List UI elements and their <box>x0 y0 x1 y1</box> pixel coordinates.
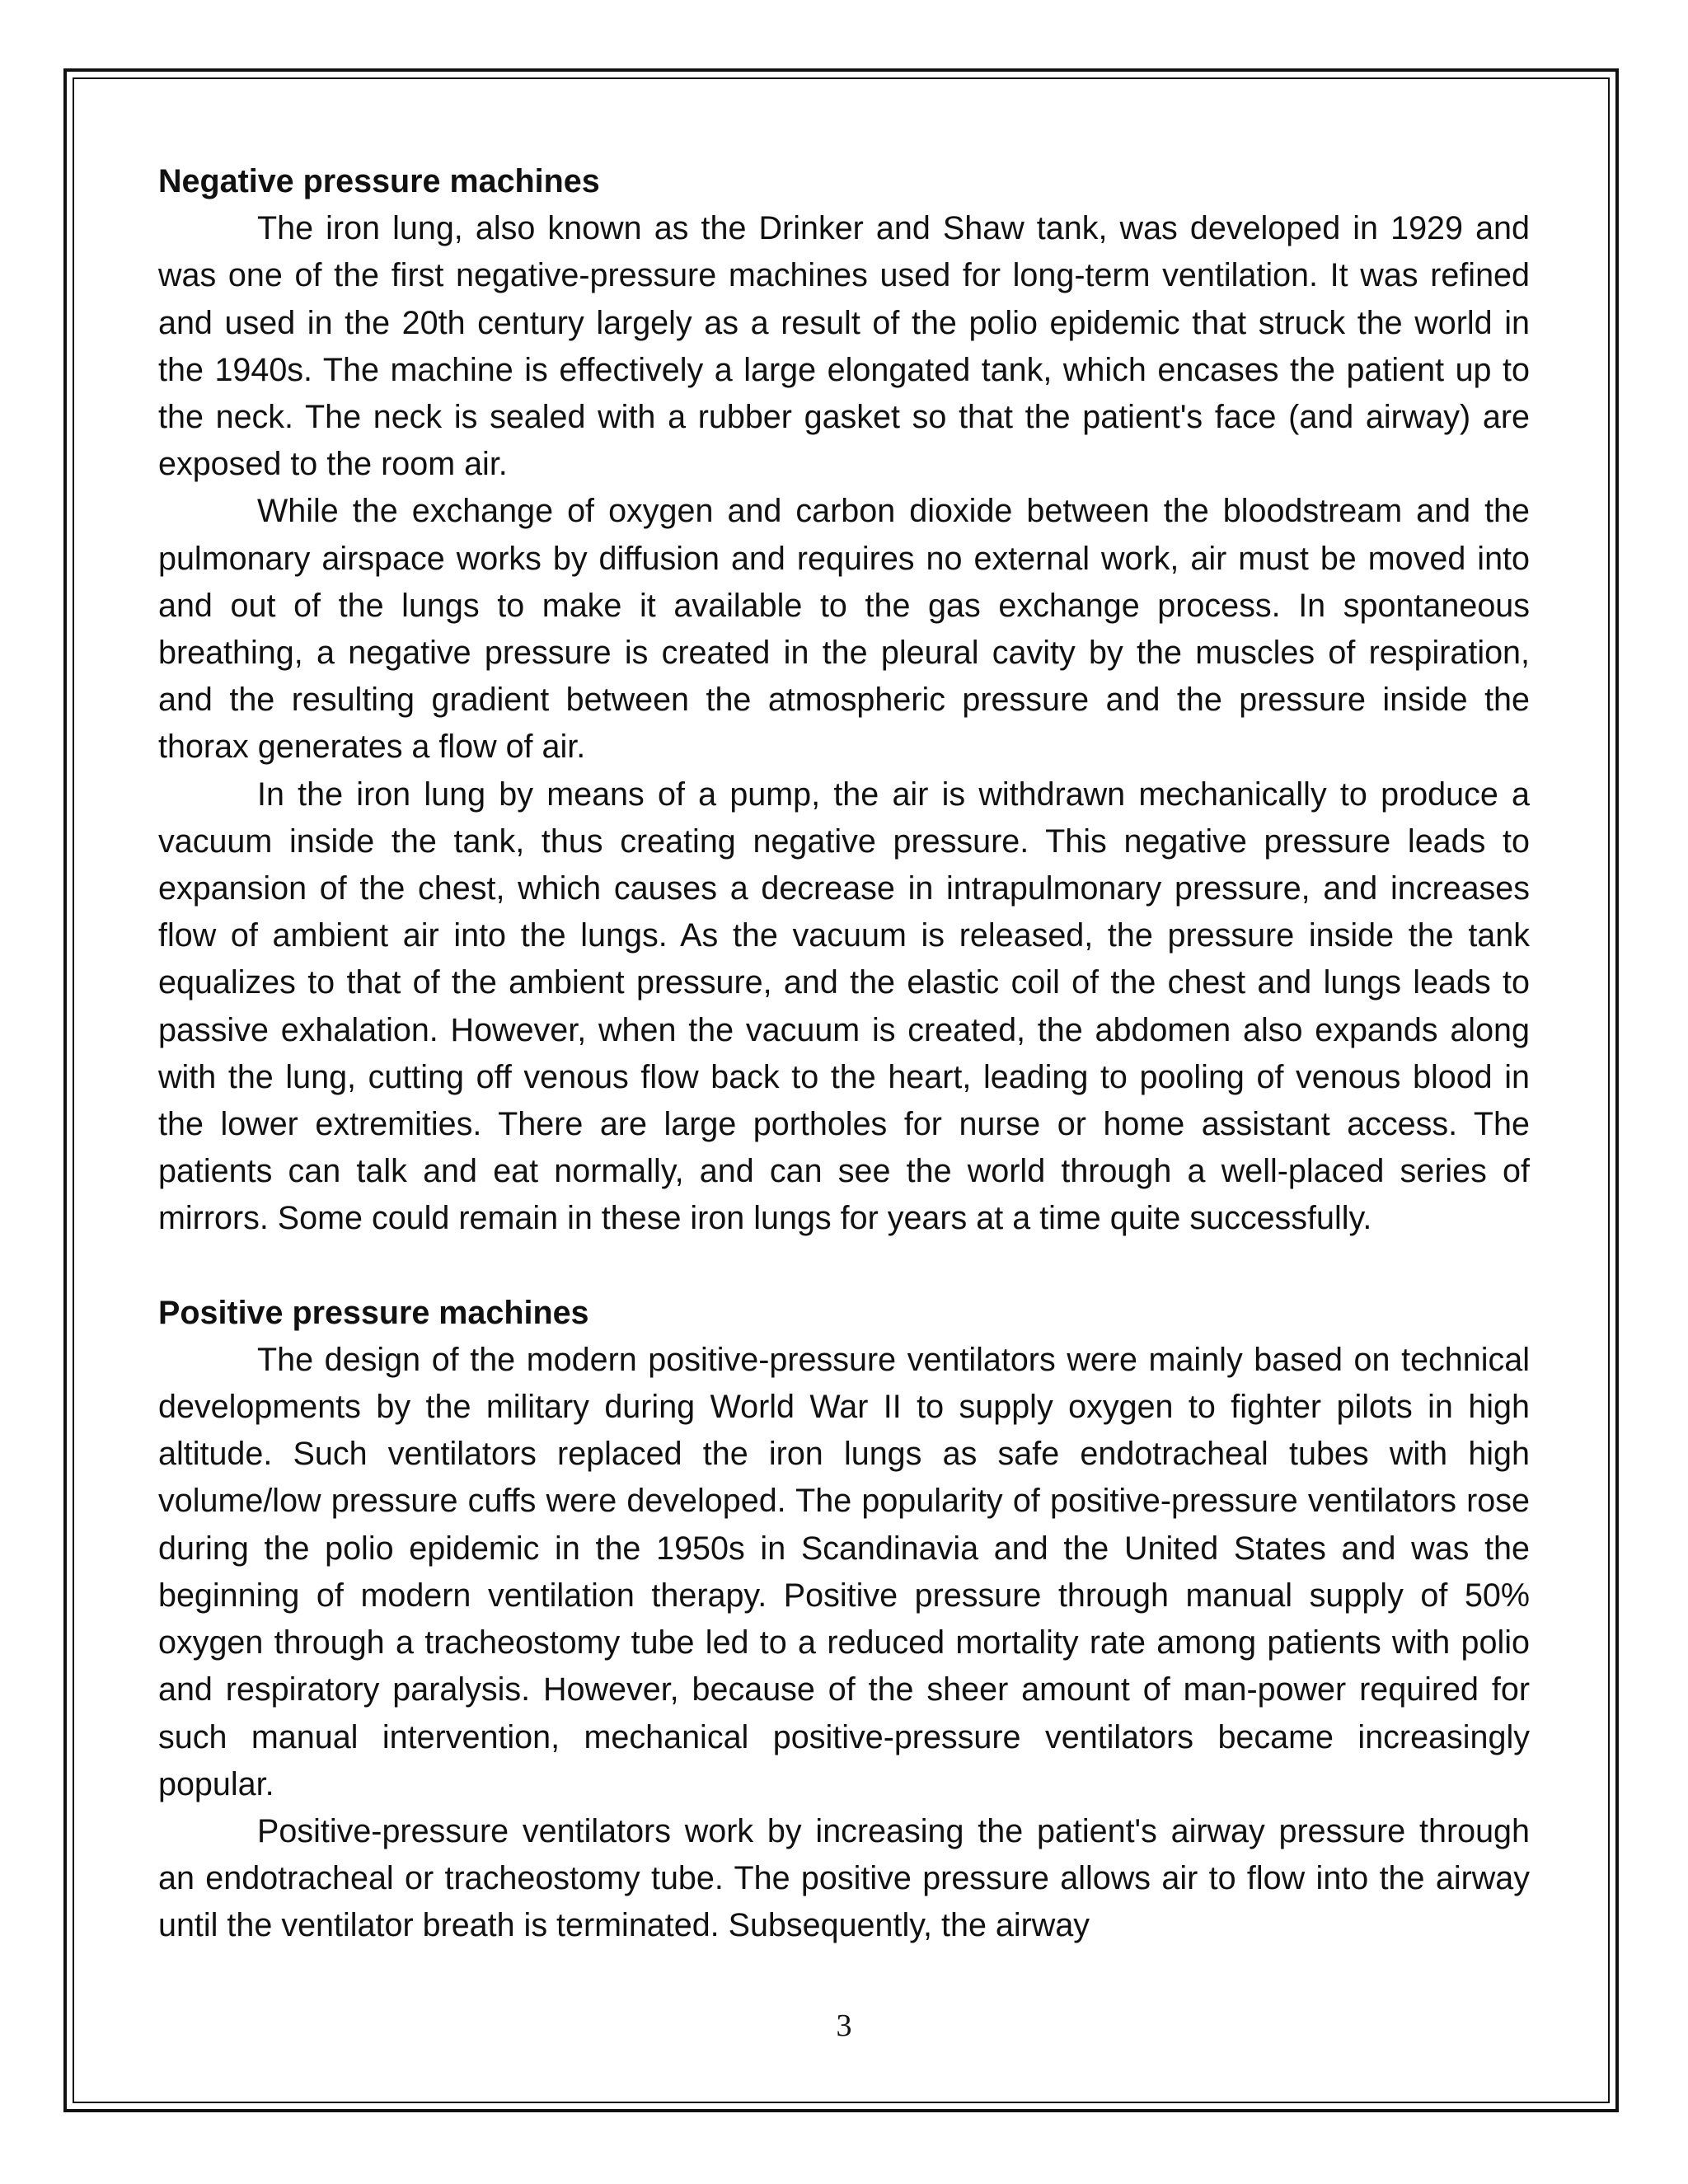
section-heading: Negative pressure machines <box>158 163 600 199</box>
section-spacer <box>158 1243 1530 1290</box>
paragraph: Positive-pressure ventilators work by increasing the patient's airway pressure through an endotracheal or tracheostomy tube. The positive pressure allows air to flow into the airway until the ventilator breath is terminated. Subsequently, the airway <box>158 1812 1530 1944</box>
paragraph: The iron lung, also known as the Drinker and Shaw tank, was developed in 1929 and was one of the first negative-pressure machines used for long-term ventilation. It was refined and used in the 20th century largely as a result of the polio epidemic that struck the world in the 1940s. The machine is effectively a large elongated tank, which encases the patient up to the neck. The neck is sealed with a rubber gasket so that the patient's face (and airway) are exposed to the room air. <box>158 210 1530 483</box>
section-negative-pressure <box>158 158 1530 1243</box>
section-heading: Positive pressure machines <box>158 1294 589 1331</box>
page-number: 3 <box>836 2008 852 2043</box>
document-body <box>158 158 1530 1950</box>
paragraph: In the iron lung by means of a pump, the air is withdrawn mechanically to produce a vacuum inside the tank, thus creating negative pressure. This negative pressure leads to expansion of the chest, which causes a decrease in intrapulmonary pressure, and increases flow of ambient air into the lungs. As the vacuum is released, the pressure inside the tank equalizes to that of the ambient pressure, and the elastic coil of the chest and lungs leads to passive exhalation. However, when the vacuum is created, the abdomen also expands along with the lung, cutting off venous flow back to the heart, leading to pooling of venous blood in the lower extremities. There are large portholes for nurse or home assistant access. The patients can talk and eat normally, and can see the world through a well-placed series of mirrors. Some could remain in these iron lungs for years at a time quite successfully. <box>158 776 1530 1237</box>
paragraph: While the exchange of oxygen and carbon dioxide between the bloodstream and the pulmonary airspace works by diffusion and requires no external work, air must be moved into and out of the lungs to make it available to the gas exchange process. In spontaneous breathing, a negative pressure is created in the pleural cavity by the muscles of respiration, and the resulting gradient between the atmospheric pressure and the pressure inside the thorax generates a flow of air. <box>158 493 1530 766</box>
section-positive-pressure <box>158 1290 1530 1950</box>
paragraph: The design of the modern positive-pressure ventilators were mainly based on technical developments by the military during World War II to supply oxygen to fighter pilots in high altitude. Such ventilators replaced the iron lungs as safe endotracheal tubes with high volume/low pressure cuffs were developed. The popularity of positive-pressure ventilators rose during the polio epidemic in the 1950s in Scandinavia and the United States and was the beginning of modern ventilation therapy. Positive pressure through manual supply of 50% oxygen through a tracheostomy tube led to a reduced mortality rate among patients with polio and respiratory paralysis. However, because of the sheer amount of man-power required for such manual intervention, mechanical positive-pressure ventilators became increasingly popular. <box>158 1341 1530 1802</box>
